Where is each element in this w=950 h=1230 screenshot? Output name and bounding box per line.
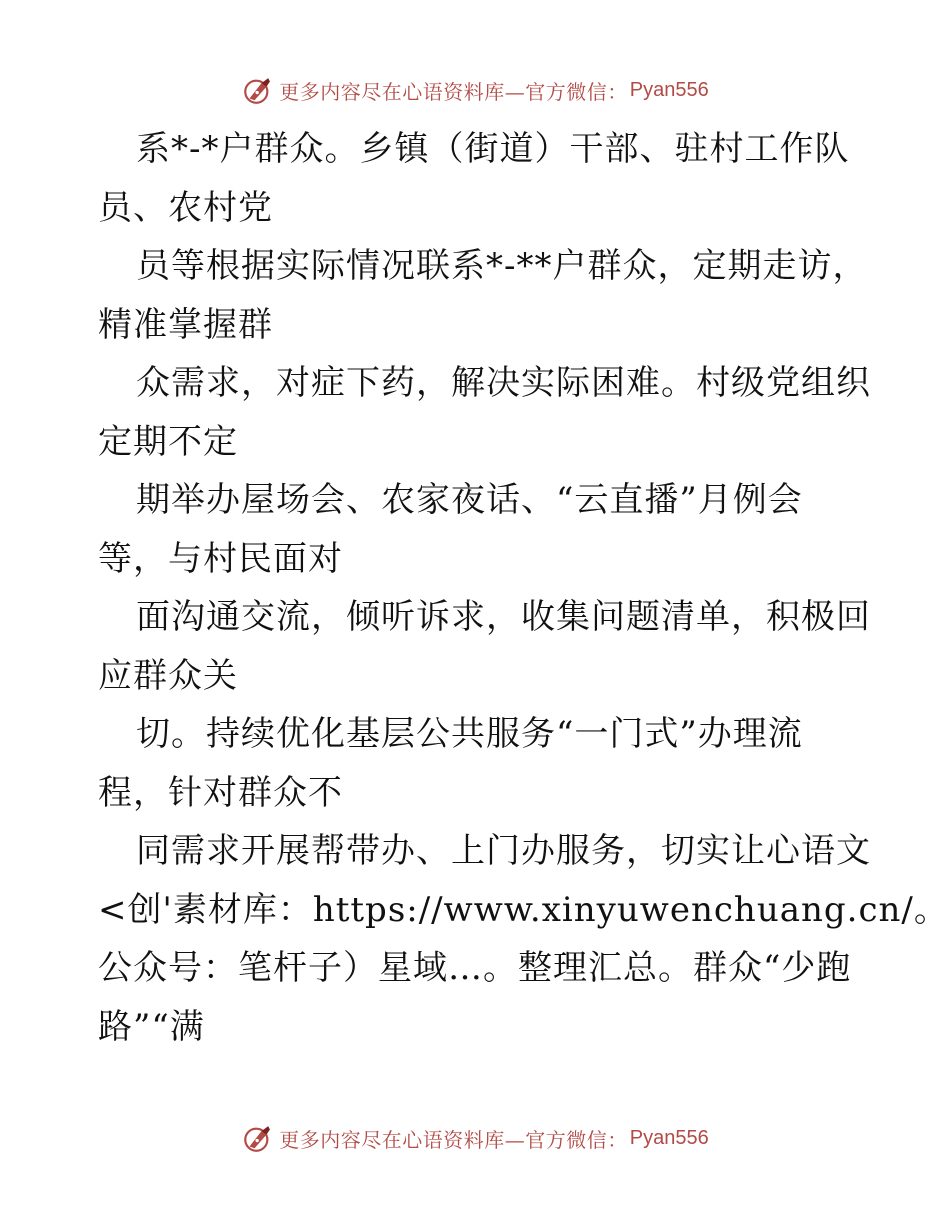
text-line: 员、农村党 xyxy=(98,187,273,228)
text-line: 定期不定 xyxy=(98,421,238,462)
text-line: 程，针对群众不 xyxy=(98,772,343,813)
banner-wechat-id: Pyan556 xyxy=(629,1126,709,1149)
text-line: 公众号：笔杆子）星域…。整理汇总。群众“少跑 xyxy=(98,948,852,988)
text-line: 路”“满 xyxy=(98,1006,205,1047)
text-line: 同需求开展帮带办、上门办服务，切实让心语文 xyxy=(136,831,871,871)
pen-nib-logo-icon xyxy=(241,1121,275,1155)
text-line: 等，与村民面对 xyxy=(98,538,343,579)
text-line: 期举办屋场会、农家夜话、“云直播”月例会 xyxy=(136,480,803,520)
text-line: 系*-*户群众。乡镇（街道）干部、驻村工作队 xyxy=(136,129,850,169)
text-line: 员等根据实际情况联系*-**户群众，定期走访， xyxy=(136,246,868,286)
header-banner xyxy=(0,70,950,110)
pen-nib-logo-icon xyxy=(241,73,275,107)
text-line: 切。持续优化基层公共服务“一门式”办理流 xyxy=(136,714,803,754)
text-line: 众需求，对症下药，解决实际困难。村级党组织 xyxy=(136,363,871,403)
text-line: <创'素材库：https://www.xinyuwenchuang.cn/。 xyxy=(98,889,949,930)
text-line: 精准掌握群 xyxy=(98,304,273,345)
banner-text: 更多内容尽在心语资料库—官方微信： xyxy=(279,1127,628,1152)
text-line: 面沟通交流，倾听诉求，收集问题清单，积极回 xyxy=(136,597,871,637)
text-line: 应群众关 xyxy=(98,655,238,696)
document-body xyxy=(98,120,949,1056)
footer-banner xyxy=(0,1118,950,1158)
banner-text: 更多内容尽在心语资料库—官方微信： xyxy=(279,79,628,104)
banner-wechat-id: Pyan556 xyxy=(629,78,709,101)
